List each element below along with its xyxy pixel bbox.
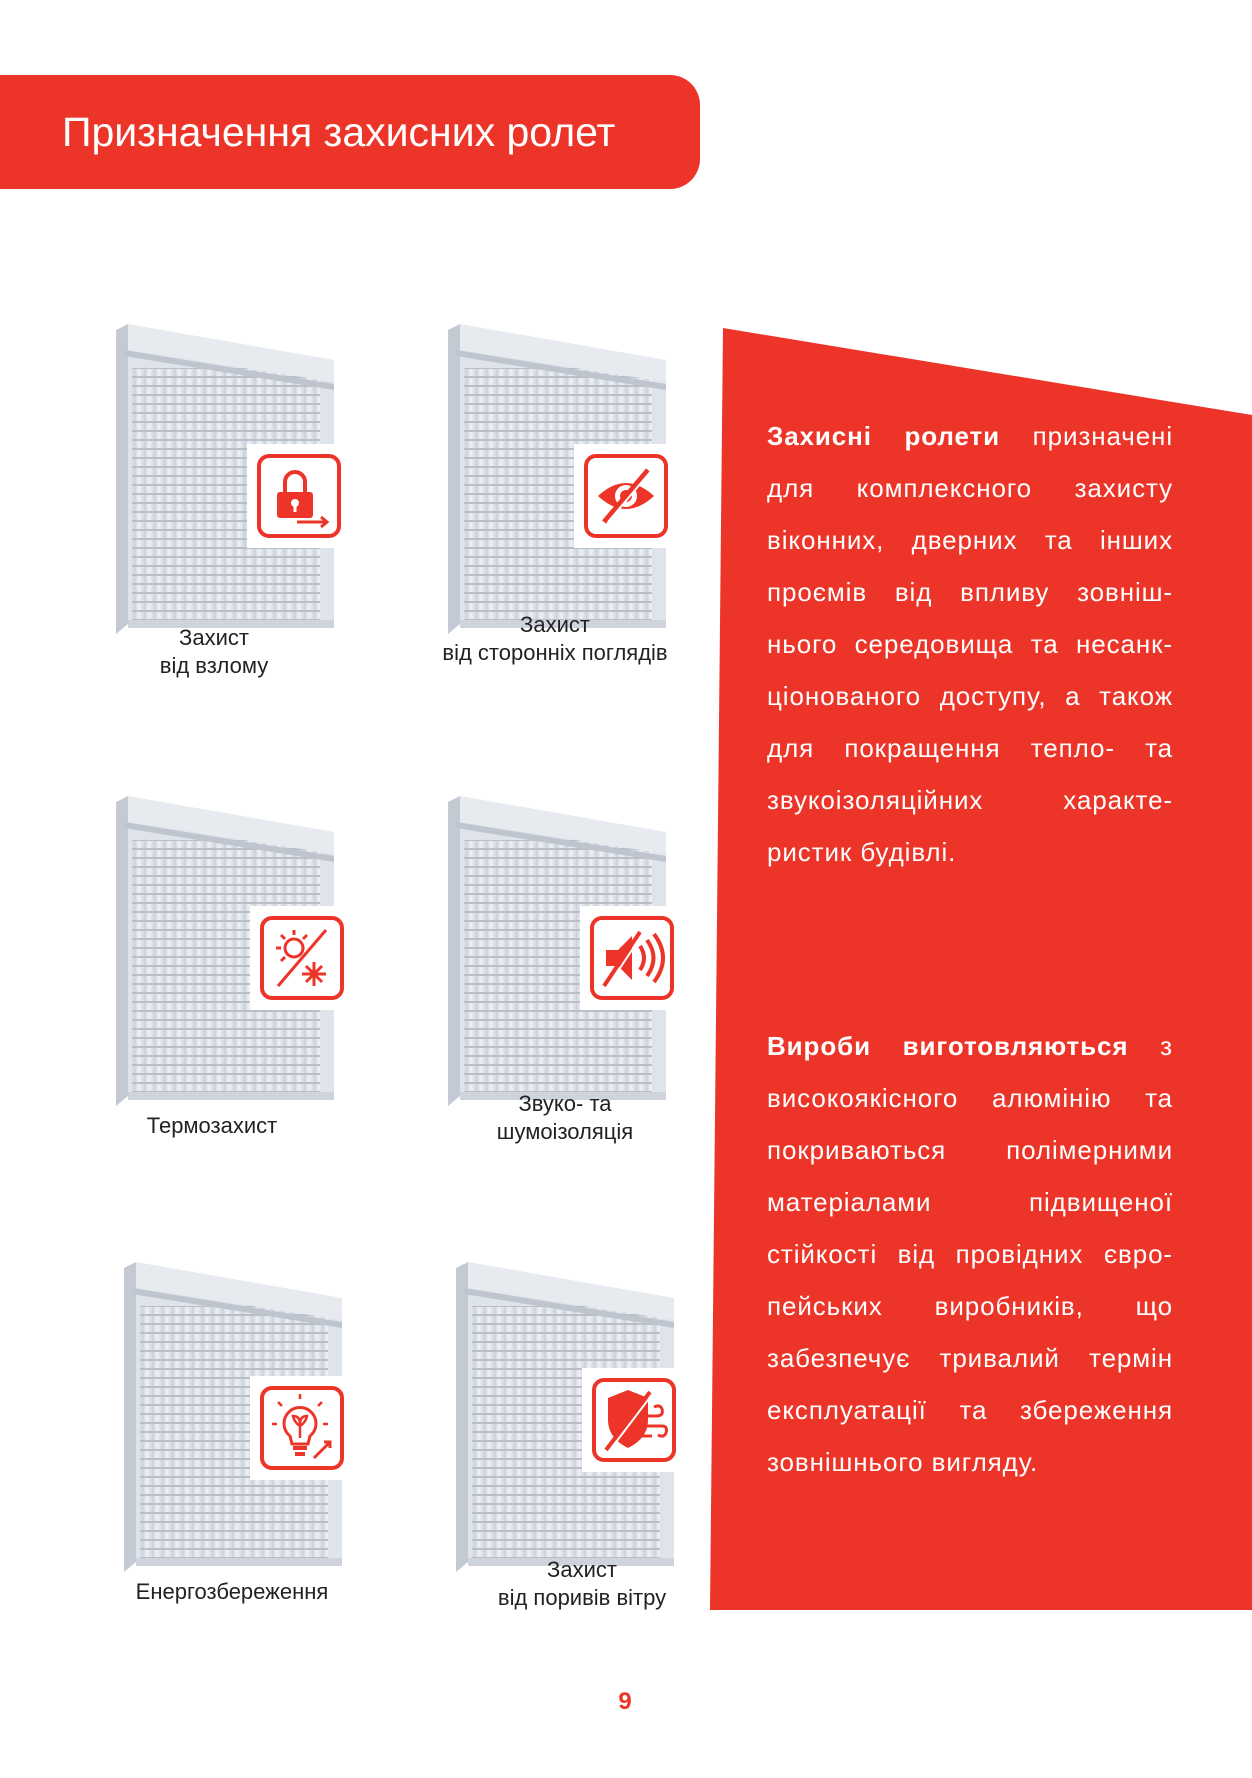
caption-line-1: Захист [520, 612, 590, 637]
caption-line-1: Захист [179, 625, 249, 650]
icon-card-sound [580, 906, 684, 1010]
caption-line-1: Термозахист [146, 1113, 278, 1138]
icon-card-wind [582, 1368, 686, 1472]
caption-thermal [72, 1112, 352, 1140]
caption-burglary [74, 624, 354, 680]
caption-wind [442, 1556, 722, 1612]
padlock-arrow-icon [257, 454, 341, 538]
description-body-1: призначені для комплексного захисту віконних, дверних та інших проємів від впливу зовніш-нього середовища та несанк-ціонованого доступу, а також для покращення тепло- та звукоізоляційних характе-ристик будівлі. [767, 421, 1173, 867]
caption-line-1: Звуко- та [518, 1091, 612, 1116]
description-lead-1: Захисні ролети [767, 421, 1001, 451]
page-title: Призначення захисних ролет [62, 109, 616, 155]
description-paragraph-2 [767, 1020, 1173, 1488]
caption-energy [92, 1578, 372, 1606]
icon-card-energy [250, 1376, 354, 1480]
shield-wind-icon [592, 1378, 676, 1462]
page-number: 9 [618, 1688, 632, 1715]
lightbulb-icon [260, 1386, 344, 1470]
caption-line-1: Енергозбереження [135, 1579, 329, 1604]
sun-snowflake-icon [260, 916, 344, 1000]
caption-line-2: від сторонніх поглядів [442, 640, 668, 665]
header-banner [0, 75, 700, 189]
description-lead-2: Вироби виготовляються [767, 1031, 1129, 1061]
icon-card-thermal [250, 906, 354, 1010]
icon-card-burglary [247, 444, 351, 548]
description-paragraph-1 [767, 410, 1173, 878]
caption-line-2: шумоізоляція [496, 1119, 634, 1144]
caption-line-2: від поривів вітру [497, 1585, 667, 1610]
caption-line-2: від взлому [159, 653, 269, 678]
caption-sound [425, 1090, 705, 1146]
crossed-eye-icon [584, 454, 668, 538]
caption-line-1: Захист [547, 1557, 617, 1582]
caption-privacy [415, 611, 695, 667]
icon-card-privacy [574, 444, 678, 548]
muted-speaker-icon [590, 916, 674, 1000]
description-body-2: з високоякісного алюмінію та покриваються полімерними матеріалами підвищеної стійкості від провідних євро-пейських виробників, що забезпечує тривалий термін експлуатації та збереження зовнішнього вигляду. [767, 1031, 1173, 1477]
